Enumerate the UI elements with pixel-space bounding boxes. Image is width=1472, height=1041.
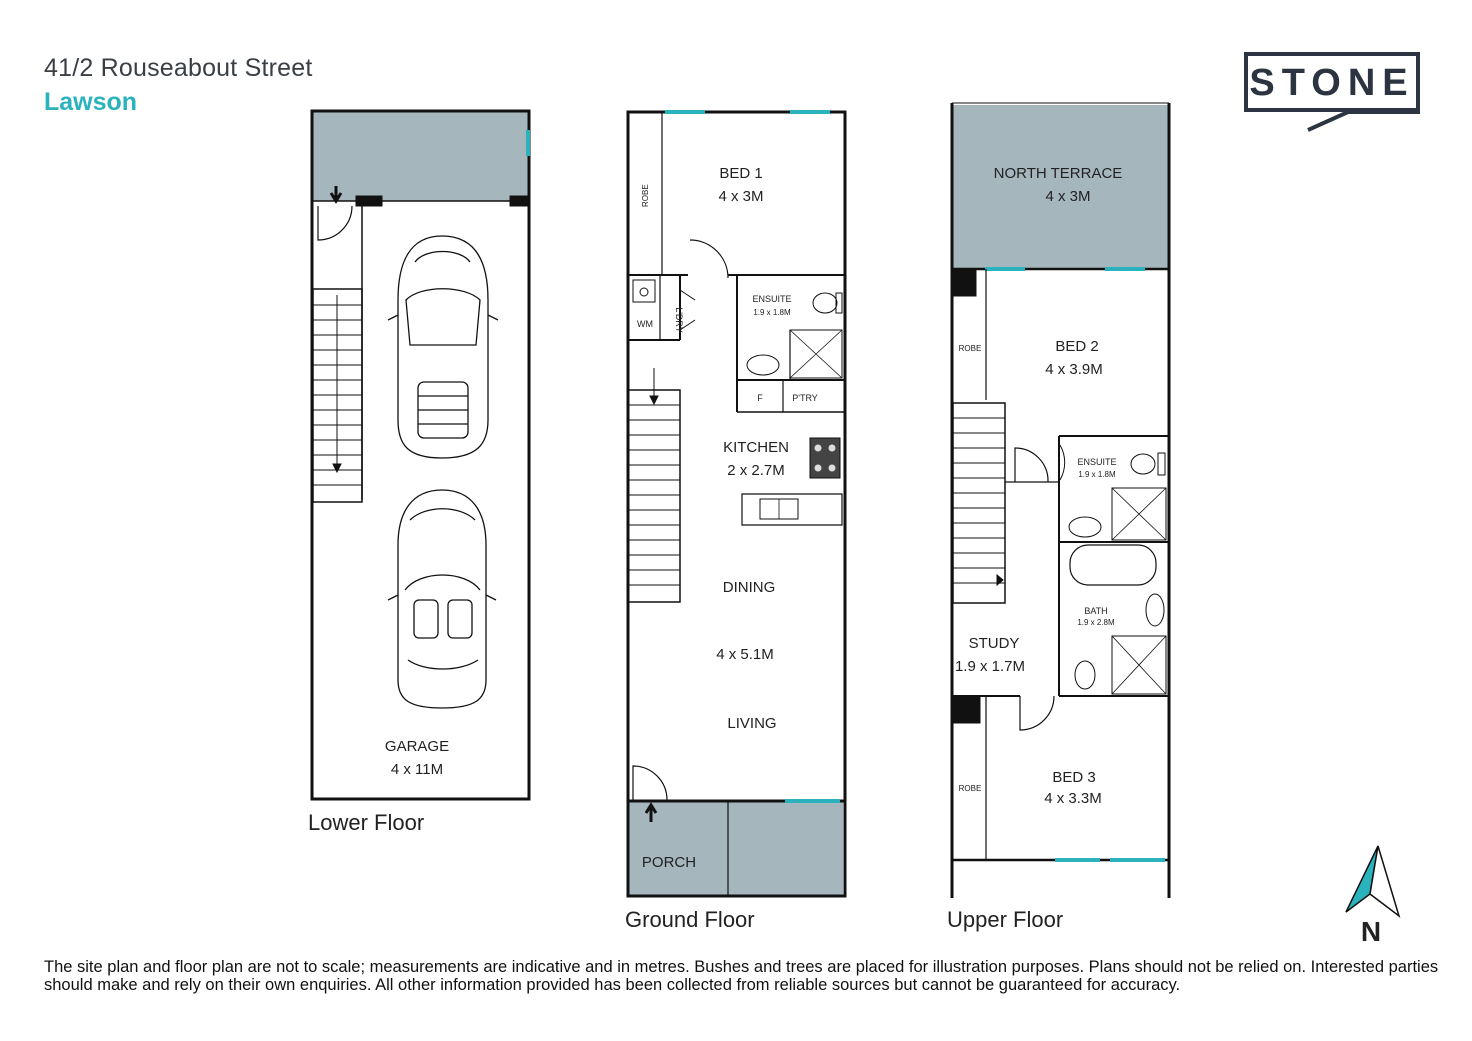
washing-machine-label: WM [637, 319, 653, 329]
ground-ensuite-dimensions: 1.9 x 1.8M [753, 308, 791, 317]
compass-label: N [1360, 916, 1382, 947]
upper-stairs [953, 418, 1005, 585]
lower-floor-title: Lower Floor [308, 810, 425, 835]
disclaimer-text: The site plan and floor plan are not to scale; measurements are indicative and in metres. Bushes and trees are placed for illustration purposes. Plans should not be relied on. Interested parties should make and rely on their own enquiries. All other information provided has been collected from reliable sources but cannot be guaranteed for accuracy. [44, 958, 1439, 994]
upper-ensuite-dimensions: 1.9 x 1.8M [1078, 470, 1116, 479]
terrace-dimensions: 4 x 3M [1045, 188, 1091, 205]
garage-dimensions: 4 x 11M [390, 761, 444, 778]
bath-label: BATH [1084, 606, 1108, 616]
ground-floor-title: Ground Floor [625, 907, 755, 932]
car-2 [388, 490, 496, 708]
lower-stairs [313, 295, 362, 485]
upper-robe-label-2: ROBE [958, 784, 982, 793]
upper-floor-plan [952, 103, 1169, 898]
bed1-dimensions: 4 x 3M [718, 188, 764, 205]
terrace-label: NORTH TERRACE [993, 165, 1123, 182]
garage-label: GARAGE [384, 738, 450, 755]
property-address: 41/2 Rouseabout Street [44, 54, 313, 82]
ground-stairs [628, 368, 680, 585]
living-label: LIVING [727, 715, 777, 732]
north-terrace-area [953, 105, 1168, 269]
study-dimensions: 1.9 x 1.7M [954, 658, 1026, 675]
upper-ensuite-label: ENSUITE [1077, 457, 1117, 467]
ground-robe-label: ROBE [641, 184, 650, 207]
fridge-label: F [757, 393, 763, 403]
porch-area [629, 802, 843, 896]
study-label: STUDY [968, 635, 1020, 652]
garage-driveway [313, 111, 529, 201]
bed2-dimensions: 4 x 3.9M [1045, 361, 1103, 378]
upper-robe-label-1: ROBE [958, 344, 982, 353]
north-compass-icon [1346, 846, 1399, 947]
bed2-label: BED 2 [1055, 338, 1099, 355]
ground-floor-plan [628, 112, 845, 896]
car-1 [388, 236, 498, 458]
porch-label: PORCH [641, 854, 697, 871]
pantry-label: P'TRY [792, 393, 818, 403]
bed3-dimensions: 4 x 3.3M [1044, 790, 1102, 807]
ground-outer-wall [628, 112, 845, 896]
laundry-label: L'DRY [674, 307, 684, 333]
lower-floor-plan [312, 111, 529, 799]
property-suburb: Lawson [44, 88, 138, 116]
upper-floor-title: Upper Floor [947, 907, 1064, 932]
ground-ensuite-label: ENSUITE [752, 294, 792, 304]
logo-tail [1308, 112, 1420, 130]
dining-label: DINING [722, 579, 776, 596]
brand-logo-text: STONE [1249, 62, 1415, 104]
kitchen-label: KITCHEN [723, 439, 789, 456]
dining-living-dimensions: 4 x 5.1M [716, 646, 774, 663]
bed3-label: BED 3 [1052, 769, 1096, 786]
kitchen-dimensions: 2 x 2.7M [727, 462, 785, 479]
bath-dimensions: 1.9 x 2.8M [1077, 618, 1115, 627]
bed1-label: BED 1 [719, 165, 763, 182]
